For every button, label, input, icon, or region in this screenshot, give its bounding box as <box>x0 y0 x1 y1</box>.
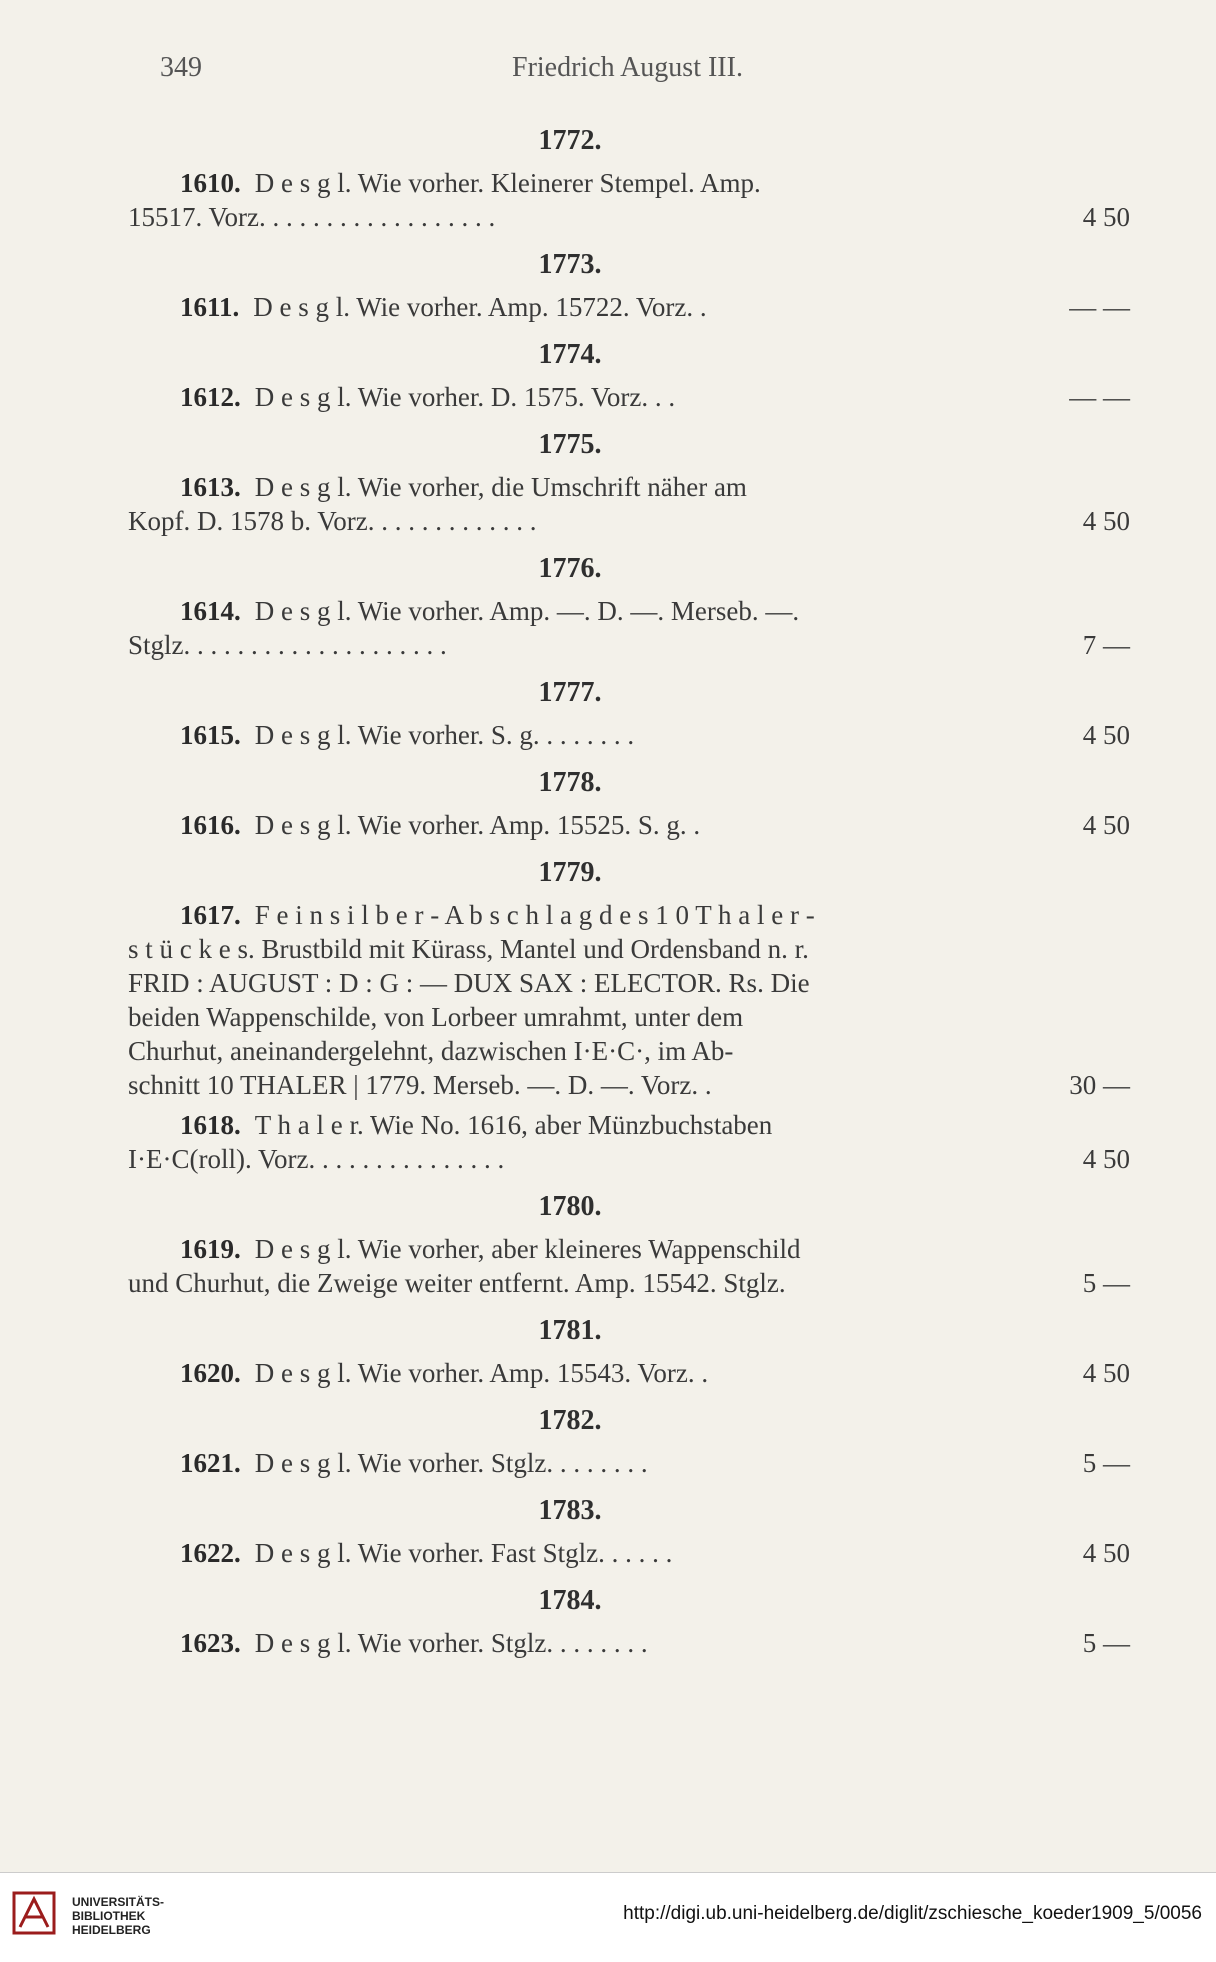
year-heading: 1784. <box>538 1585 602 1616</box>
entry-line <box>150 290 1130 324</box>
catalog-entry <box>128 470 1130 538</box>
entry-line <box>150 1626 1130 1660</box>
catalog-entry <box>128 898 1130 1102</box>
entry-text: D e s g l. Wie vorher. S. g. . . . . . . . <box>254 720 635 750</box>
price: 4 50 <box>1082 202 1130 232</box>
entry-number: 1619. <box>180 1234 241 1264</box>
entry-text: Kopf. D. 1578 b. Vorz. . . . . . . . . . . . . <box>128 506 537 536</box>
catalog-entry <box>150 1446 1130 1480</box>
entry-text: T h a l e r. Wie No. 1616, aber Münzbuchstaben <box>254 1110 773 1140</box>
entry-line <box>128 504 1130 538</box>
entry-line <box>128 1034 1120 1068</box>
catalog-entry <box>150 718 1130 752</box>
catalog-entry <box>128 1232 1130 1300</box>
entry-line <box>150 1446 1130 1480</box>
entry-line <box>128 1068 1130 1102</box>
entry-text: D e s g l. Wie vorher. Amp. 15525. S. g. . <box>254 810 701 840</box>
catalog-entry <box>150 1626 1130 1660</box>
entry-text: D e s g l. Wie vorher, die Umschrift näher am <box>254 472 747 502</box>
entry-text: Stglz. . . . . . . . . . . . . . . . . . . . <box>128 630 447 660</box>
entry-text: Churhut, aneinandergelehnt, dazwischen I·E·C·, im Ab- <box>128 1036 734 1066</box>
entry-text: s t ü c k e s. Brustbild mit Kürass, Mantel und Ordensband n. r. <box>128 934 809 964</box>
catalog-entry <box>150 380 1130 414</box>
year-heading: 1776. <box>538 553 602 584</box>
price: 5 — <box>1082 1628 1130 1658</box>
entry-line <box>128 200 1130 234</box>
entry-number: 1620. <box>180 1358 241 1388</box>
entry-text: D e s g l. Wie vorher. Stglz. . . . . . . . <box>254 1628 648 1658</box>
entry-line <box>150 166 1120 200</box>
entry-number: 1612. <box>180 382 241 412</box>
entry-line <box>128 628 1130 662</box>
year-heading: 1772. <box>538 125 602 156</box>
price: 4 50 <box>1082 1538 1130 1568</box>
logo-line: BIBLIOTHEK <box>72 1909 146 1923</box>
catalog-entry <box>150 1536 1130 1570</box>
entry-number: 1610. <box>180 168 241 198</box>
viewer-footer <box>0 1872 1216 1962</box>
year-heading: 1781. <box>538 1315 602 1346</box>
running-title: Friedrich August III. <box>512 52 743 83</box>
page-number: 349 <box>160 52 202 83</box>
entry-line <box>128 1142 1130 1176</box>
year-heading: 1775. <box>538 429 602 460</box>
entry-number: 1623. <box>180 1628 241 1658</box>
entry-line <box>150 1356 1130 1390</box>
price: — — <box>1069 292 1130 322</box>
catalog-entry <box>128 166 1130 234</box>
entry-line <box>150 898 1120 932</box>
entry-text: D e s g l. Wie vorher. Kleinerer Stempel. Amp. <box>254 168 761 198</box>
entry-number: 1616. <box>180 810 241 840</box>
price: 5 — <box>1082 1448 1130 1478</box>
logo-line: UNIVERSITÄTS- <box>72 1895 165 1909</box>
year-heading: 1773. <box>538 249 602 280</box>
entry-number: 1615. <box>180 720 241 750</box>
catalog-entry <box>128 1108 1130 1176</box>
entry-number: 1611. <box>180 292 240 322</box>
entry-line <box>150 594 1120 628</box>
entry-line <box>150 1536 1130 1570</box>
library-logo-icon <box>12 1891 56 1935</box>
year-heading: 1780. <box>538 1191 602 1222</box>
entry-text: schnitt 10 THALER | 1779. Merseb. —. D. —. Vorz. . <box>128 1070 712 1100</box>
entry-number: 1614. <box>180 596 241 626</box>
entry-line <box>128 1266 1130 1300</box>
price: 4 50 <box>1082 810 1130 840</box>
entry-text: D e s g l. Wie vorher. Stglz. . . . . . . . <box>254 1448 648 1478</box>
price: 5 — <box>1082 1268 1130 1298</box>
price: 4 50 <box>1082 720 1130 750</box>
entry-line <box>128 932 1120 966</box>
entry-line <box>150 1108 1120 1142</box>
entry-text: D e s g l. Wie vorher. Amp. 15722. Vorz. . <box>253 292 707 322</box>
price: 4 50 <box>1082 1144 1130 1174</box>
entry-text: 15517. Vorz. . . . . . . . . . . . . . . . . . <box>128 202 496 232</box>
year-heading: 1774. <box>538 339 602 370</box>
year-heading: 1782. <box>538 1405 602 1436</box>
entry-text: D e s g l. Wie vorher. Amp. —. D. —. Merseb. —. <box>254 596 800 626</box>
entry-text: und Churhut, die Zweige weiter entfernt. Amp. 15542. Stglz. <box>128 1268 786 1298</box>
catalog-entry <box>150 1356 1130 1390</box>
entry-number: 1617. <box>180 900 241 930</box>
entry-line <box>150 808 1130 842</box>
entry-number: 1621. <box>180 1448 241 1478</box>
entry-number: 1622. <box>180 1538 241 1568</box>
price: — — <box>1069 382 1130 412</box>
price: 4 50 <box>1082 506 1130 536</box>
entry-text: F e i n s i l b e r - A b s c h l a g d e s 1 0 T h a l e r - <box>254 900 815 930</box>
catalog-entry <box>150 290 1130 324</box>
year-heading: 1783. <box>538 1495 602 1526</box>
year-heading: 1778. <box>538 767 602 798</box>
entry-text: beiden Wappenschilde, von Lorbeer umrahmt, unter dem <box>128 1002 744 1032</box>
entry-text: D e s g l. Wie vorher. D. 1575. Vorz. . . <box>254 382 676 412</box>
logo-line: HEIDELBERG <box>72 1923 151 1937</box>
entry-line <box>150 1232 1120 1266</box>
price: 4 50 <box>1082 1358 1130 1388</box>
catalog-entry <box>128 594 1130 662</box>
entry-line <box>128 966 1120 1000</box>
entry-text: D e s g l. Wie vorher. Fast Stglz. . . . . . <box>254 1538 673 1568</box>
source-url[interactable]: http://digi.ub.uni-heidelberg.de/diglit/zschiesche_koeder1909_5/0056 <box>623 1903 1202 1924</box>
entry-line <box>150 380 1130 414</box>
catalog-entry <box>150 808 1130 842</box>
entry-text: I·E·C(roll). Vorz. . . . . . . . . . . . . . . <box>128 1144 505 1174</box>
entry-text: FRID : AUGUST : D : G : — DUX SAX : ELECTOR. Rs. Die <box>128 968 810 998</box>
catalog-content <box>128 110 1150 1666</box>
library-logo-text <box>72 1895 164 1937</box>
entry-line <box>128 1000 1120 1034</box>
entry-text: D e s g l. Wie vorher, aber kleineres Wappenschild <box>254 1234 801 1264</box>
entry-number: 1613. <box>180 472 241 502</box>
year-heading: 1777. <box>538 677 602 708</box>
price: 7 — <box>1082 630 1130 660</box>
entry-line <box>150 718 1130 752</box>
entry-text: D e s g l. Wie vorher. Amp. 15543. Vorz. . <box>254 1358 709 1388</box>
price: 30 — <box>1069 1070 1130 1100</box>
year-heading: 1779. <box>538 857 602 888</box>
entry-line <box>150 470 1120 504</box>
entry-number: 1618. <box>180 1110 241 1140</box>
